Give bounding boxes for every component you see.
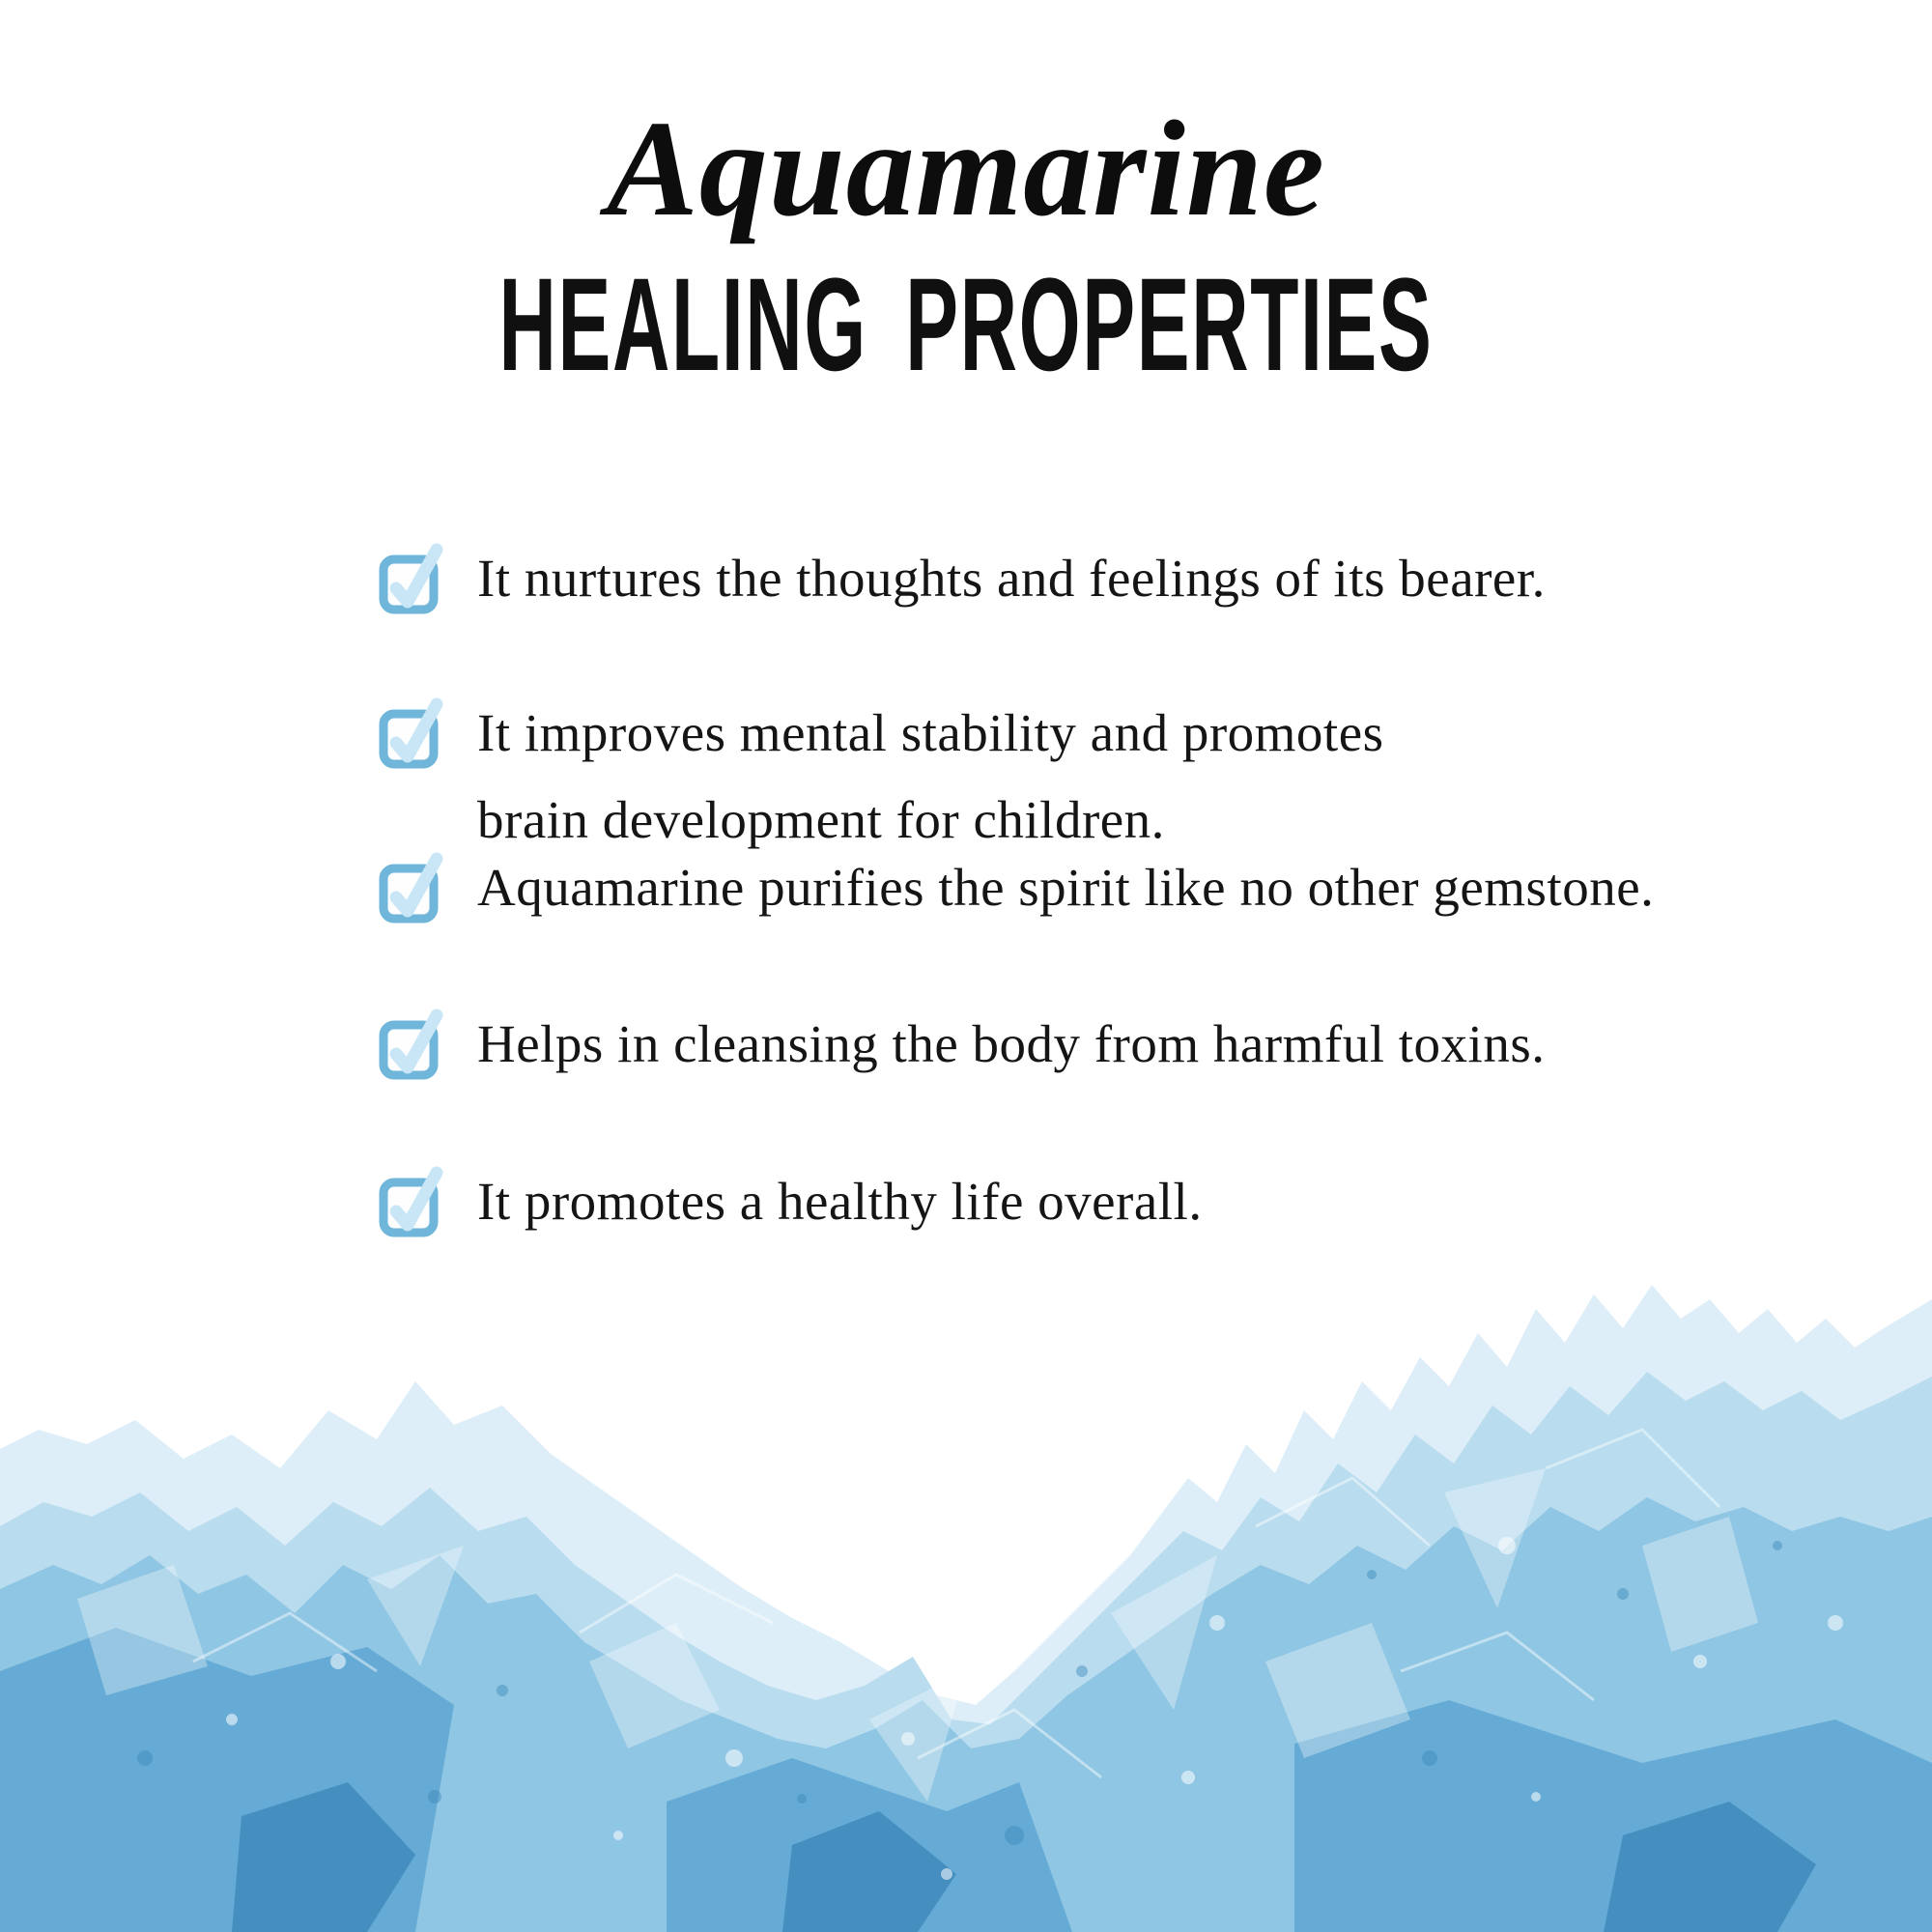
checkbox-checked-icon xyxy=(377,1163,446,1238)
list-item-line: It promotes a healthy life overall. xyxy=(477,1172,1203,1231)
list-item-text xyxy=(477,535,1546,622)
list-item-line: Aquamarine purifies the spirit like no other gemstone. xyxy=(477,858,1655,917)
checkbox-checked-icon xyxy=(377,540,446,615)
checkbox-checked-icon xyxy=(377,695,446,770)
list-item xyxy=(377,695,1384,864)
list-item-line: brain development for children. xyxy=(477,790,1165,849)
list-item-text xyxy=(477,690,1384,864)
list-item xyxy=(377,1163,1203,1245)
list-item-text xyxy=(477,844,1654,931)
list-item xyxy=(377,540,1546,622)
ice-cubes-image xyxy=(0,1256,1932,1932)
list-item xyxy=(377,849,1654,931)
list-item xyxy=(377,1006,1545,1088)
checkbox-checked-icon xyxy=(377,849,446,924)
list-item-line: Helps in cleansing the body from harmful toxins. xyxy=(477,1014,1546,1073)
checkbox-checked-icon xyxy=(377,1006,446,1081)
list-item-line: It nurtures the thoughts and feelings of its bearer. xyxy=(477,549,1546,608)
page-subtitle: HEALING PROPERTIES xyxy=(498,251,1434,399)
list-item-text xyxy=(477,1158,1203,1245)
page-title: Aquamarine xyxy=(607,92,1325,244)
list-item-line: It improves mental stability and promotes xyxy=(477,703,1384,762)
list-item-text xyxy=(477,1001,1545,1088)
